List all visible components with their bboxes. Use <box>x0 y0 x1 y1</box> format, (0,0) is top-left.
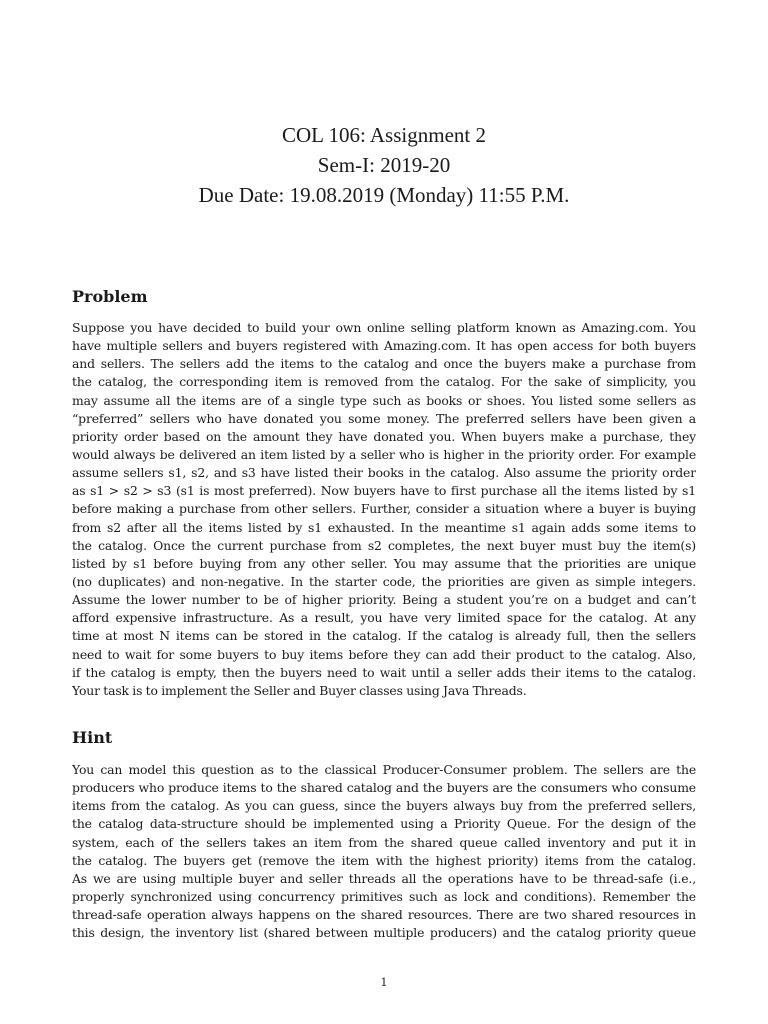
problem-text-line: Suppose you have decided to build your own online selling platform known as Amazing.com. You <box>72 320 696 335</box>
hint-text-line: items from the catalog. As you can guess, since the buyers always buy from the preferred sellers, <box>72 798 696 814</box>
problem-text-line: (no duplicates) and non-negative. In the starter code, the priorities are given as simple integers. <box>72 573 696 589</box>
problem-text-line: as s1 > s2 > s3 (s1 is most preferred). Now buyers have to first purchase all the items listed by s1 <box>72 483 696 499</box>
problem-text-line: would always be delivered an item listed by a seller who is higher in the priority order. For example <box>72 446 696 462</box>
course-title: COL 106: Assignment 2 <box>282 123 486 147</box>
problem-text-line: Your task is to implement the Seller and Buyer classes using Java Threads. <box>72 682 527 698</box>
problem-text-line: may assume all the items are of a single type such as books or shoes. You listed some sellers as <box>72 392 696 408</box>
page-number: 1 <box>380 976 388 989</box>
hint-text-line: system, each of the sellers takes an item from the shared queue called inventory and put it in <box>72 834 696 850</box>
problem-text-line: listed by s1 before buying from any other seller. You may assume that the priorities are unique <box>72 555 696 571</box>
hint-text-line: the catalog data-structure should be implemented using a Priority Queue. For the design of the <box>72 816 696 832</box>
problem-heading: Problem <box>72 287 148 306</box>
problem-text-line: priority order based on the amount they have donated you. When buyers make a purchase, they <box>72 428 696 444</box>
hint-text-line: the catalog. The buyers get (remove the item with the highest priority) items from the catalog. <box>72 852 696 868</box>
problem-text-line: before making a purchase from other sellers. Further, consider a situation where a buyer is buying <box>72 501 696 517</box>
problem-text-line: have multiple sellers and buyers registered with Amazing.com. It has open access for both buyers <box>72 338 696 354</box>
problem-text-line: if the catalog is empty, then the buyers need to wait until a seller adds their items to the catalog. <box>72 664 696 680</box>
hint-text-line: this design, the inventory list (shared between multiple producers) and the catalog priority queue <box>72 925 696 941</box>
problem-text-line: time at most N items can be stored in the catalog. If the catalog is already full, then the sellers <box>72 628 696 644</box>
hint-text-line: thread-safe operation always happens on the shared resources. There are two shared resources in <box>72 907 696 923</box>
hint-text-line: producers who produce items to the shared catalog and the buyers are the consumers who consume <box>72 780 696 796</box>
problem-paragraph <box>72 319 696 700</box>
hint-paragraph <box>72 761 696 942</box>
problem-text-line: assume sellers s1, s2, and s3 have listed their books in the catalog. Also assume the priority order <box>72 465 696 481</box>
hint-text-line: properly synchronized using concurrency primitives such as lock and conditions). Remember the <box>72 888 696 904</box>
problem-text-line: “preferred” sellers who have donated you some money. The preferred sellers have been given a <box>72 410 696 426</box>
hint-text-line: You can model this question as to the classical Producer-Consumer problem. The sellers are the <box>72 762 696 777</box>
problem-text-line: the catalog, the corresponding item is removed from the catalog. For the sake of simplicity, you <box>72 374 696 390</box>
hint-heading: Hint <box>72 728 113 747</box>
problem-text-line: afford expensive infrastructure. As a result, you have very limited space for the catalog. At any <box>72 610 696 626</box>
document-title-block <box>0 120 768 210</box>
problem-text-line: Assume the lower number to be of higher priority. Being a student you’re on a budget and can’t <box>72 592 696 608</box>
hint-text-line: As we are using multiple buyer and seller threads all the operations have to be thread-safe (i.e., <box>72 870 696 886</box>
problem-text-line: from s2 after all the items listed by s1 exhausted. In the meantime s1 again adds some items to <box>72 519 696 535</box>
problem-text-line: need to wait for some buyers to buy items before they can add their product to the catalog. Also, <box>72 646 696 662</box>
due-date-line: Due Date: 19.08.2019 (Monday) 11:55 P.M. <box>198 183 570 207</box>
problem-text-line: the catalog. Once the current purchase from s2 completes, the next buyer must buy the item(s) <box>72 537 696 553</box>
semester-line: Sem-I: 2019-20 <box>317 153 451 177</box>
problem-text-line: and sellers. The sellers add the items to the catalog and once the buyers make a purchase from <box>72 356 696 372</box>
